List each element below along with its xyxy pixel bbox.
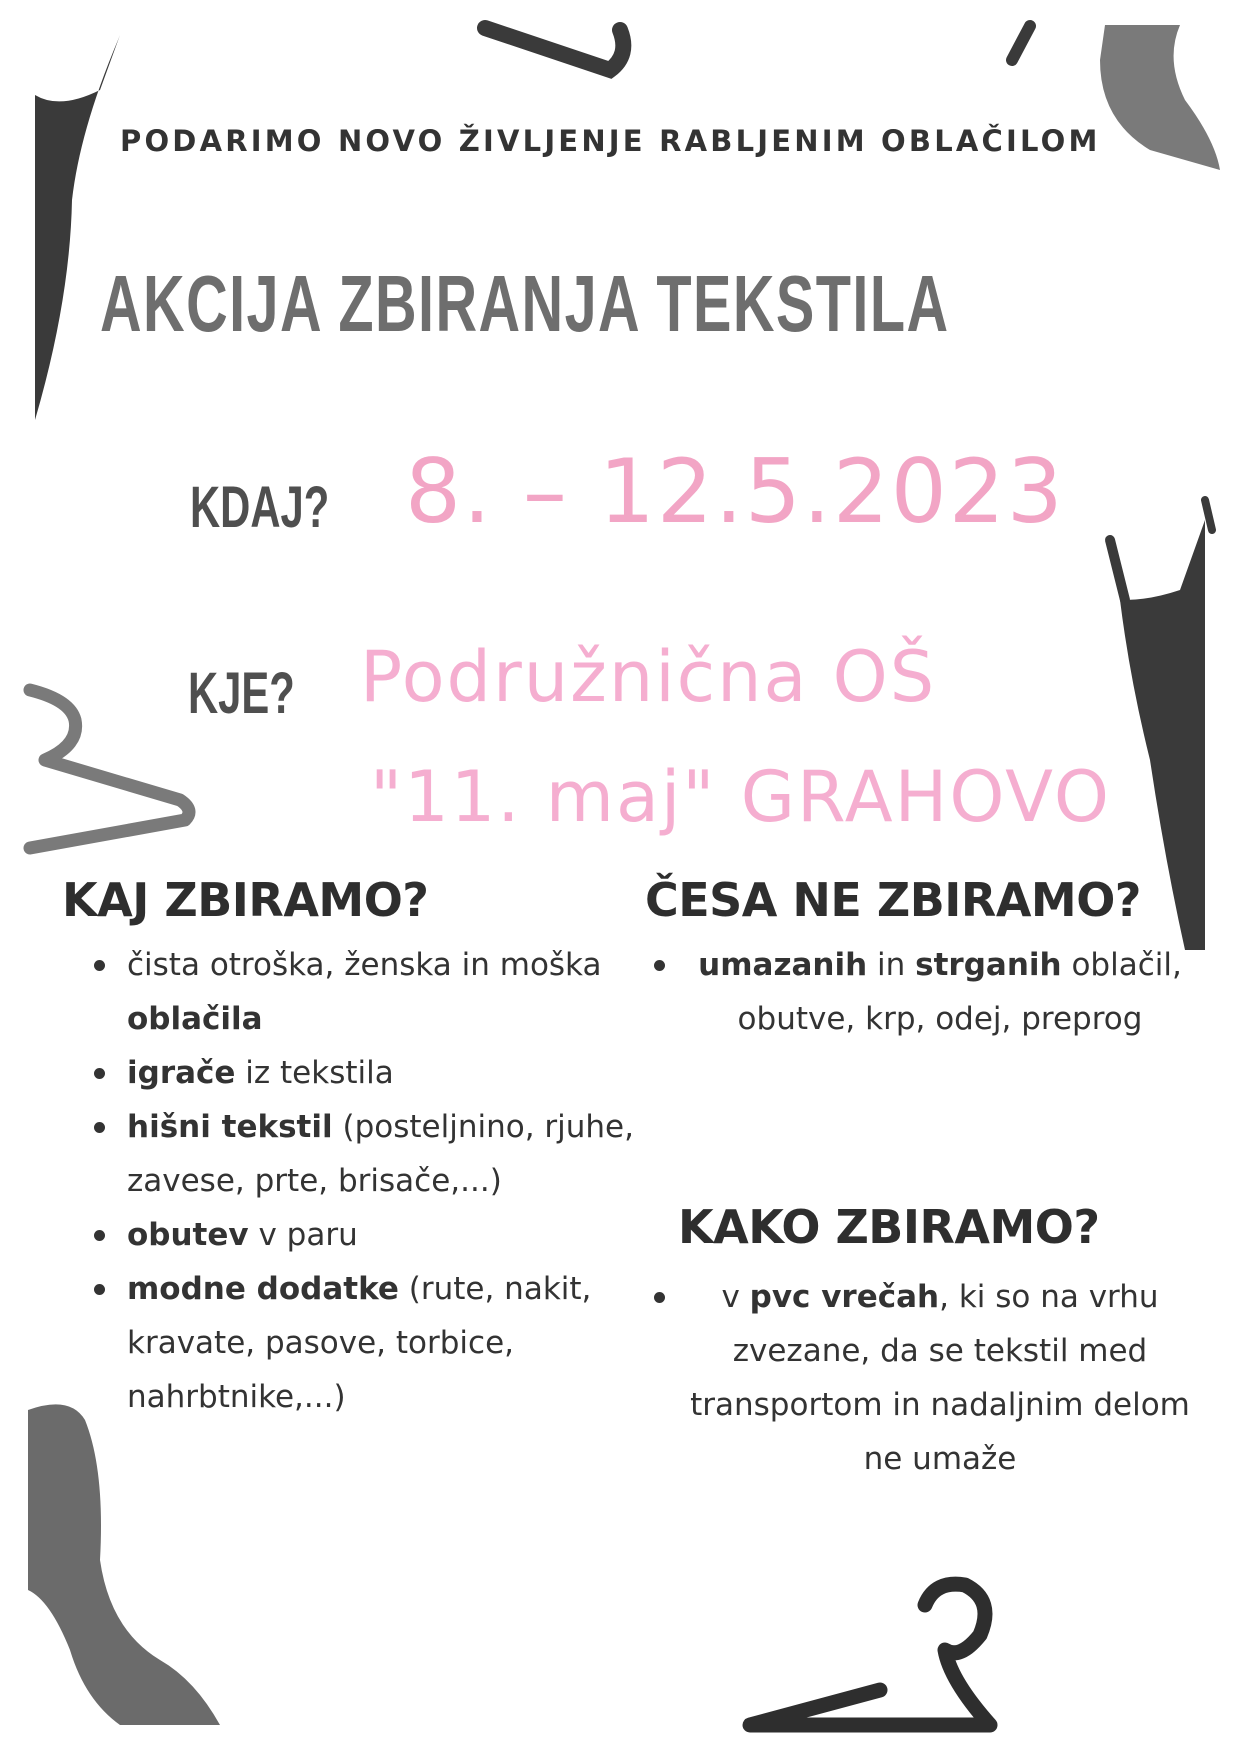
hanger-icon bbox=[485, 28, 623, 70]
hanger-hook-icon bbox=[1012, 26, 1030, 60]
item-text: oblačil, obutve, krp, odej, preprog bbox=[737, 947, 1182, 1037]
dress-icon bbox=[35, 35, 120, 420]
bullet-icon bbox=[94, 960, 105, 971]
item-text: (rute, nakit, kravate, pasove, torbice, nahrbtnike,...) bbox=[127, 1271, 592, 1415]
collect-list bbox=[127, 938, 647, 1424]
item-text: čista otroška, ženska in moška bbox=[127, 947, 602, 983]
where-value-line2: "11. maj" GRAHOVO bbox=[370, 756, 1111, 838]
item-text: iz tekstila bbox=[235, 1055, 394, 1091]
not-collect-heading: ČESA NE ZBIRAMO? bbox=[645, 873, 1141, 927]
item-bold: oblačila bbox=[127, 1001, 263, 1037]
when-value-handwritten: 8. – 12.5.2023 bbox=[405, 440, 1065, 543]
how-heading: KAKO ZBIRAMO? bbox=[678, 1200, 1100, 1254]
list-item bbox=[690, 938, 1190, 1046]
where-label: KJE? bbox=[188, 661, 295, 726]
list-item bbox=[690, 1270, 1190, 1486]
page-title: AKCIJA ZBIRANJA TEKSTILA bbox=[100, 259, 950, 348]
hanger-icon bbox=[30, 690, 189, 848]
bullet-icon bbox=[94, 1284, 105, 1295]
item-text: v paru bbox=[248, 1217, 358, 1253]
list-item bbox=[127, 1046, 647, 1100]
high-heel-icon bbox=[28, 1404, 220, 1725]
list-item bbox=[127, 1262, 647, 1424]
item-bold: obutev bbox=[127, 1217, 249, 1253]
not-collect-list bbox=[690, 938, 1190, 1046]
how-list bbox=[690, 1270, 1190, 1486]
item-bold: strganih bbox=[915, 947, 1062, 983]
item-bold: igrače bbox=[127, 1055, 236, 1091]
item-text: v bbox=[721, 1279, 750, 1315]
where-value-line1: Podružnična OŠ bbox=[360, 636, 937, 718]
item-bold: hišni tekstil bbox=[127, 1109, 333, 1145]
bullet-icon bbox=[94, 1230, 105, 1241]
list-item bbox=[127, 938, 647, 1046]
bullet-icon bbox=[654, 1292, 665, 1303]
list-item bbox=[127, 1208, 647, 1262]
bullet-icon bbox=[94, 1122, 105, 1133]
item-bold: pvc vrečah bbox=[749, 1279, 940, 1315]
when-label: KDAJ? bbox=[190, 475, 330, 540]
eyebrow-tagline: PODARIMO NOVO ŽIVLJENJE RABLJENIM OBLAČILOM bbox=[120, 124, 1101, 158]
item-text: (posteljnino, rjuhe, zavese, prte, brisače,...) bbox=[127, 1109, 634, 1199]
bullet-icon bbox=[654, 960, 665, 971]
collect-heading: KAJ ZBIRAMO? bbox=[62, 873, 429, 927]
item-bold: umazanih bbox=[698, 947, 868, 983]
item-bold: modne dodatke bbox=[127, 1271, 399, 1307]
list-item bbox=[127, 1100, 647, 1208]
bullet-icon bbox=[94, 1068, 105, 1079]
item-text: , ki so na vrhu zvezane, da se tekstil med transportom in nadaljnim delom ne umaže bbox=[690, 1279, 1190, 1477]
item-text: in bbox=[867, 947, 916, 983]
hanger-icon bbox=[750, 1584, 990, 1725]
